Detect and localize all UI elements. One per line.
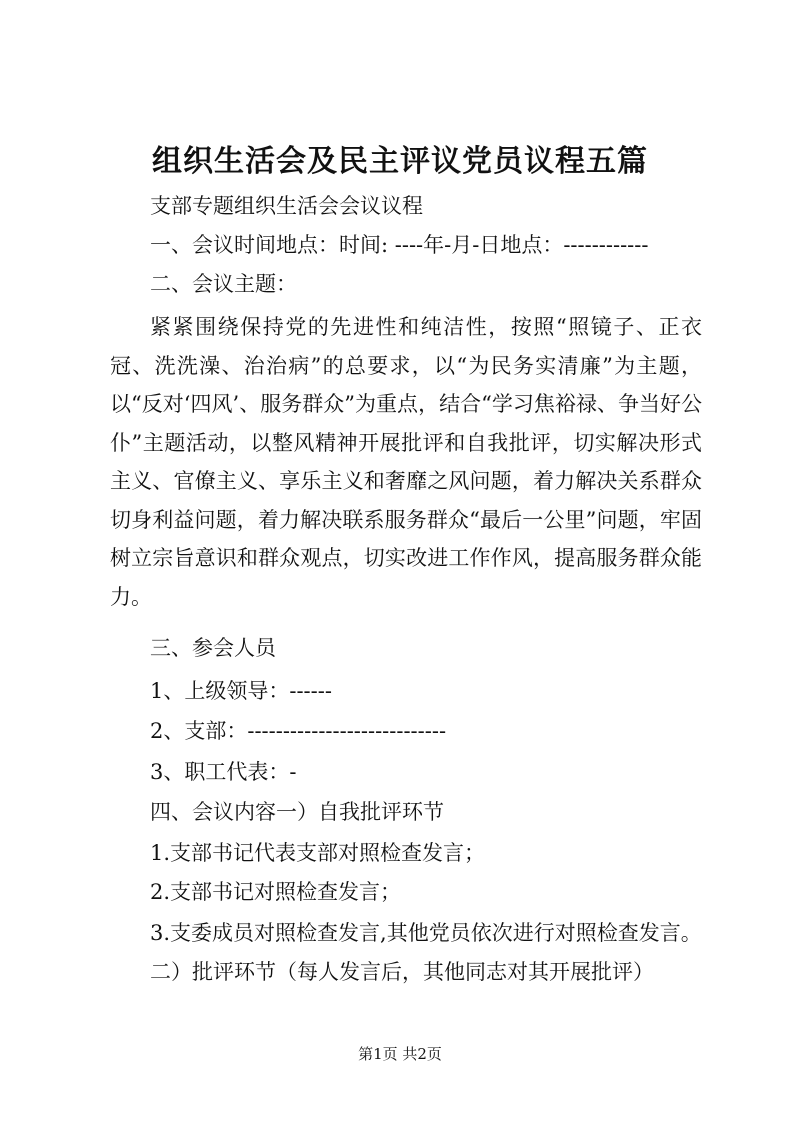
content-item-3: 3.支委成员对照检查发言,其他党员依次进行对照检查发言。: [150, 921, 702, 945]
section-theme-heading: 二、会议主题：: [150, 272, 297, 296]
page-footer: 第1页 共2页: [358, 1045, 442, 1063]
content-item-2: 2.支部书记对照检查发言；: [150, 880, 402, 904]
subtitle: 支部专题组织生活会会议议程: [150, 194, 423, 218]
attendee-superior: 1、上级领导：------: [150, 679, 332, 703]
theme-paragraph: 紧紧围绕保持党的先进性和纯洁性，按照“照镜子、正衣冠、洗洗澡、治治病”的总要求，以“为民务实清廉”为主题，以“反对‘四风’、服务群众”为重点，结合“学习焦裕禄、争当好公仆”主题活动，以整风精神开展批评和自我批评，切实解决形式主义、官僚主义、享乐主义和奢靡之风问题，着力解决关系群众切身利益问题，着力解决联系服务群众“最后一公里”问题，牢固树立宗旨意识和群众观点，切实改进工作作风，提高服务群众能力。: [110, 315, 702, 609]
content-item-1: 1.支部书记代表支部对照检查发言；: [150, 841, 486, 865]
criticism-section: 二）批评环节（每人发言后，其他同志对其开展批评）: [150, 960, 654, 984]
section-time-location: 一、会议时间地点：时间: ----年-月-日地点：------------: [150, 233, 649, 257]
section-attendees-heading: 三、参会人员: [150, 636, 276, 660]
attendee-workers: 3、职工代表：-: [150, 760, 297, 784]
section-content-heading: 四、会议内容一）自我批评环节: [150, 800, 444, 824]
document-title: 组织生活会及民主评议党员议程五篇: [152, 144, 648, 179]
attendee-branch: 2、支部：----------------------------: [150, 719, 447, 743]
